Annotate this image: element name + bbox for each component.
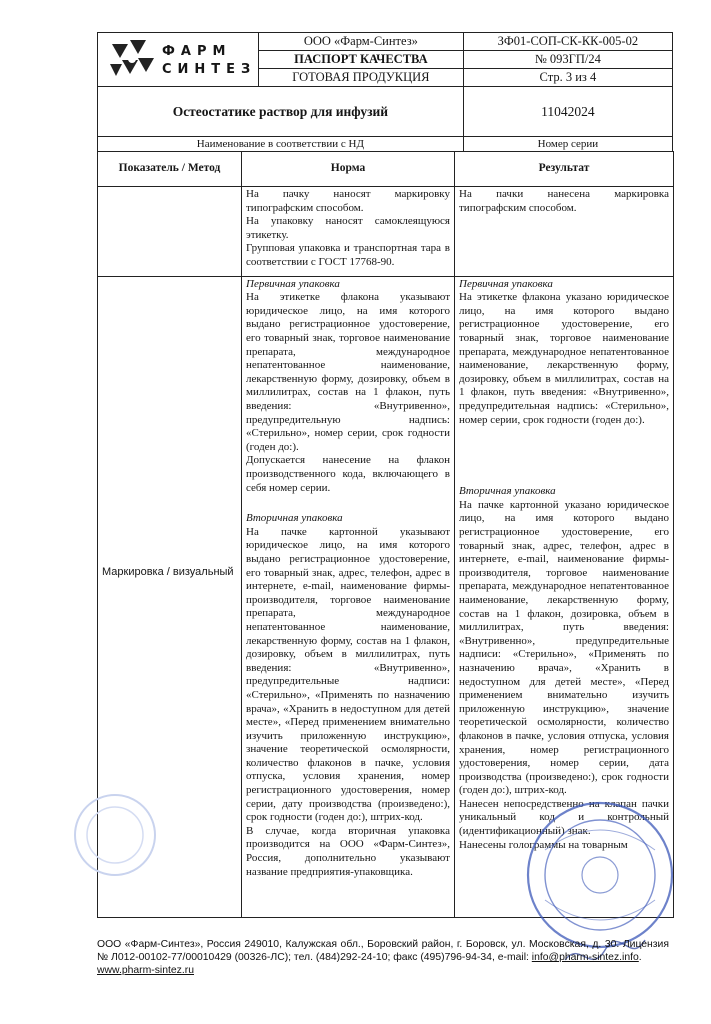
result-cell xyxy=(455,276,674,917)
document-header xyxy=(97,32,673,152)
batch-number: 11042024 xyxy=(463,87,672,137)
table-row xyxy=(98,276,674,917)
result-text: На пачки нанесена маркировка типографским способом. xyxy=(459,188,669,214)
logo-mark-icon xyxy=(108,38,156,82)
product-name: Остеостатике раствор для инфузий xyxy=(98,87,464,137)
result-cell xyxy=(455,187,674,277)
batch-label: Номер серии xyxy=(463,137,672,152)
norm-text: В случае, когда вторичная упаковка производится на ООО «Фарм-Синтез», Россия, дополнительно указывают название предприятия-упаковщика. xyxy=(246,824,450,878)
result-text: Нанесены голограммы на товарным xyxy=(459,838,628,851)
indicator-cell-empty xyxy=(98,187,242,277)
primary-packaging-title: Первичная упаковка xyxy=(246,277,340,290)
website-link[interactable]: www.pharm-sintez.ru xyxy=(97,965,195,976)
norm-text: Групповая упаковка и транспортная тара в соответствии с ГОСТ 17768-90. xyxy=(246,242,450,268)
company-logo xyxy=(98,33,259,87)
table-row xyxy=(98,187,674,277)
norm-text: На упаковку наносят самоклеящуюся этикетку. xyxy=(246,215,450,241)
secondary-packaging-title: Вторичная упаковка xyxy=(459,485,556,498)
column-header-indicator: Показатель / Метод xyxy=(98,152,242,187)
logo-text-pharm: ФАРМ xyxy=(162,44,232,59)
norm-text: На пачке картонной указывают юридическое лицо, на имя которого выдано регистрационное удостоверение, его товарный знак, адрес, телефон, адрес в интернете, e-mail, наименование фирмы-производителя, торговое наименование препарата, международное непатентованное наименование, лекарственную форму, состав на 1 флакон, дозировку, объем в миллилитрах, путь введения: «Внутривенно», предупредительные надписи: «Стерильно», «Применять по назначению врача», «Хранить в недоступном для детей месте», «Перед применением внимательно изучить приложенную инструкцию», значение теоретической осмолярности, количество флаконов в пачке, условия отпуска, условия хранения, номер регистрационного удостоверения, номер серии, дату производства (произведено:), срок годности (годен до:), штрих-код. xyxy=(246,525,450,824)
norm-cell xyxy=(242,187,455,277)
indicator-cell xyxy=(98,276,242,917)
footer-address-text: ООО «Фарм-Синтез», Россия 249010, Калужская обл., Боровский район, г. Боровск, ул. Московская, д. 30. Лицензия № Л012-00102-77/00010429 (00326-ЛС); тел. (484)292-24-10; факс (495)796-94-34, e-mail: xyxy=(97,939,669,963)
norm-text: На пачку наносят маркировку типографским способом. xyxy=(246,188,450,214)
company-name: ООО «Фарм-Синтез» xyxy=(259,33,464,51)
passport-title: ПАСПОРТ КАЧЕСТВА xyxy=(259,51,464,69)
page-number: Стр. 3 из 4 xyxy=(463,69,672,87)
name-label: Наименование в соответствии с НД xyxy=(98,137,464,152)
secondary-packaging-title: Вторичная упаковка xyxy=(246,512,343,525)
footer-address: ООО «Фарм-Синтез», Россия 249010, Калужская обл., Боровский район, г. Боровск, ул. Московская, д. 30. Лицензия № Л012-00102-77/00010429 (00326-ЛС); тел. (484)292-24-10; факс (495)796-94-34, e-mail: info@pharm-sintez.info. xyxy=(97,939,669,963)
norm-text: На этикетке флакона указывают юридическое лицо, на имя которого выдано регистрационное удостоверение, его товарный знак, торговое наименование препарата, международное непатентованное наименование, лекарственную форму, дозировку, объем в миллилитрах, состав на 1 флакон, путь введения: «Внутривенно», предупредительную надпись: «Стерильно», номер серии, срок годности (годен до:). xyxy=(246,291,450,453)
result-text: Нанесен непосредственно на клапан пачки уникальный код и контрольный (идентификационный) знак. xyxy=(459,797,669,838)
email-link[interactable]: info@pharm-sintez.info xyxy=(531,952,639,963)
column-header-result: Результат xyxy=(455,152,674,187)
document-code: ЗФ01-СОП-СК-КК-005-02 xyxy=(463,33,672,51)
primary-packaging-title: Первичная упаковка xyxy=(459,277,553,290)
result-text: На пачке картонной указано юридическое лицо, на имя которого выдано регистрационное удостоверение, его товарный знак, адрес, телефон, адрес в интернете, e-mail, наименование фирмы-производителя, торговое наименование препарата, международное непатентованное наименование, лекарственную форму, состав на 1 флакон, дозировка, объем в миллилитрах, путь введения: «Внутривенно», предупредительные надписи: «Стерильно», «Применять по назначению врача», «Хранить в недоступном для детей месте», «Перед применением внимательно изучить приложенную инструкцию», значение теоретической осмолярности, количество флаконов в пачке, условия отпуска, условия хранения, номер регистрационного удостоверения, номер серии, дата производства (произведено:), срок годности (годен до:), штрих-код. xyxy=(459,498,669,797)
footer xyxy=(97,938,669,977)
passport-number: № 093ГП/24 xyxy=(463,51,672,69)
norm-cell xyxy=(242,276,455,917)
norm-text: Допускается нанесение на флакон производственного кода, включающего в себя номер серии. xyxy=(246,454,450,494)
indicator-label: Маркировка / визуальный xyxy=(102,565,234,578)
result-text: На этикетке флакона указано юридическое лицо, на имя которого выдано регистрационное удостоверение, его товарный знак, торговое наименование препарата, международное непатентованное наименование, лекарственную форму, дозировку, объем в миллилитрах, состав на 1 флакон, путь введения: «Внутривенно», предупредительная надпись: «Стерильно», номер серии, срок годности (годен до:). xyxy=(459,291,669,426)
product-type: ГОТОВАЯ ПРОДУКЦИЯ xyxy=(259,69,464,87)
logo-text-sintez: СИНТЕЗ xyxy=(162,62,257,77)
column-header-norm: Норма xyxy=(242,152,455,187)
quality-table xyxy=(97,151,674,918)
